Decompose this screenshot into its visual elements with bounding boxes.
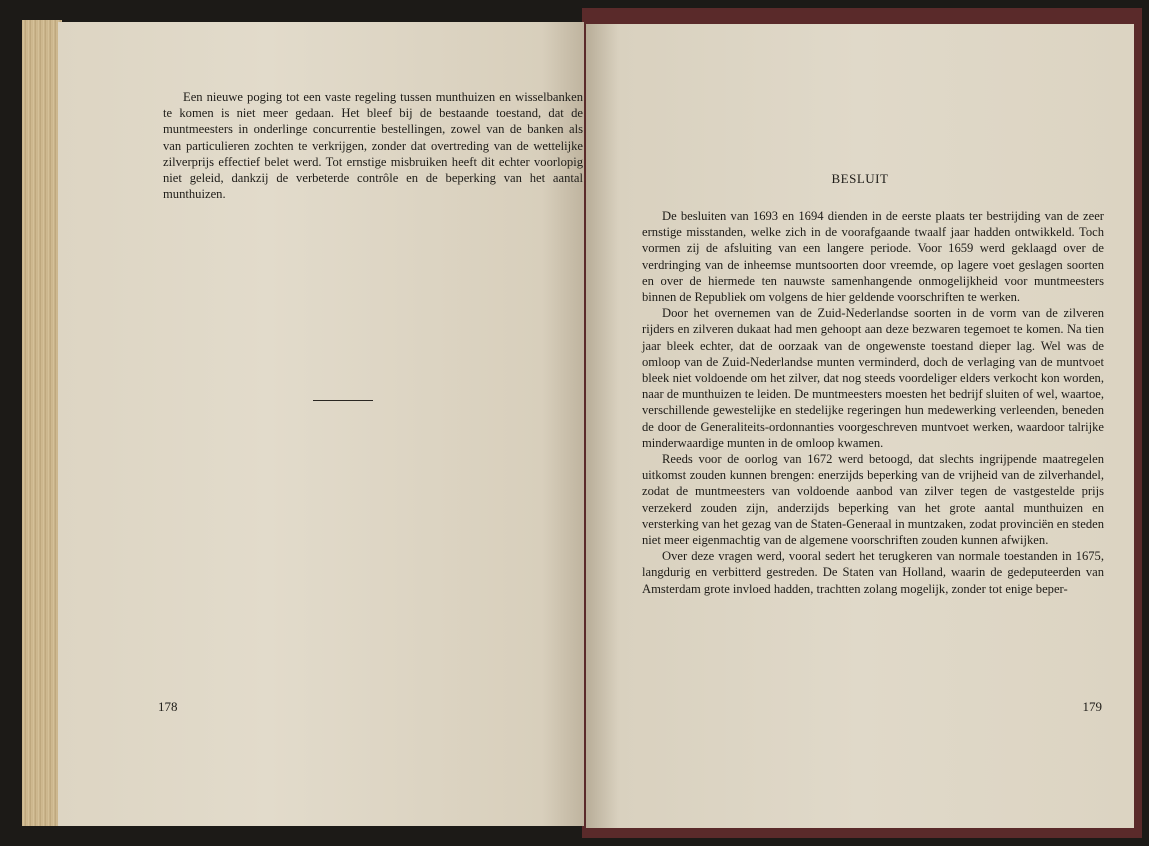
left-page-text	[163, 89, 583, 202]
left-page	[58, 22, 584, 826]
paragraph: De besluiten van 1693 en 1694 dienden in de eerste plaats ter bestrijding van de zeer ernstige misstanden, welke zich in de voorafgaande twaalf jaar hadden ontwikkeld. Toch vormen zij de afsluiting van een langere periode. Voor 1659 werd geklaagd over de verdringing van de inheemse muntsoorten door vreemde, op lagere voet geslagen soorten en over de hiermede ten nauwste samenhangende onmogelijkheid voor muntmeesters binnen de Republiek om volgens de hier geldende voorschriften te werken.	[642, 209, 1104, 305]
page-stack-edge	[22, 20, 62, 826]
right-page	[586, 24, 1134, 828]
paragraph: Door het overnemen van de Zuid-Nederlandse soorten in de vorm van de zilveren rijders en zilveren dukaat had men gehoopt aan deze bezwaren tegemoet te komen. Na tien jaar bleek echter, dat de oorzaak van de ongewenste toestand dieper lag. Wel was de omloop van de Zuid-Nederlandse munten verminderd, doch de verlaging van de muntvoet bleek niet voldoende om het zilver, dat nog steeds voordeliger elders verkocht kon worden, naar de munthuizen te leiden. De muntmeesters moesten het bedrijf sluiten of wel, waartoe, verschillende gewestelijke en stedelijke regeringen hun medewerking verleenden, beneden de door de Generaliteits-ordonnanties voorgeschreven muntvoet werken, waardoor talrijke minderwaardige munten in de omloop kwamen.	[642, 306, 1104, 450]
right-page-text	[642, 208, 1104, 597]
paragraph: Reeds voor de oorlog van 1672 werd betoogd, dat slechts ingrijpende maatregelen uitkomst zouden kunnen brengen: enerzijds beperking van de vrijheid van de zilverhandel, zodat de muntmeesters van voldoende aanbod van zilver tegen de vastgestelde prijs verzekerd zouden zijn, anderzijds beperking van het grote aantal munthuizen en versterking van het gezag van de Staten-Generaal in muntzaken, zodat provinciën en steden niet meer eigenmachtig van de algemene voorschriften zouden kunnen afwijken.	[642, 452, 1104, 548]
paragraph: Een nieuwe poging tot een vaste regeling tussen munthuizen en wisselbanken te komen is niet meer gedaan. Het bleef bij de bestaande toestand, dat de muntmeesters in onderlinge concurrentie bestellingen, zowel van de banken als van particulieren zochten te verkrijgen, zonder dat overtreding van de wettelijke zilverprijs effectief belet werd. Tot ernstige misbruiken heeft dit echter voorlopig niet geleid, dankzij de verbeterde contrôle en de beperking van het aantal munthuizen.	[163, 90, 583, 202]
section-heading: BESLUIT	[831, 171, 889, 186]
page-number-left: 178	[158, 699, 178, 714]
page-number-right: 179	[1082, 699, 1102, 714]
paragraph: Over deze vragen werd, vooral sedert het terugkeren van normale toestanden in 1675, langdurig en verbitterd gestreden. De Staten van Holland, waarin de gedeputeerden van Amsterdam grote invloed hadden, trachtten zolang mogelijk, zonder tot enige beper-	[642, 549, 1104, 596]
section-divider	[313, 400, 373, 401]
